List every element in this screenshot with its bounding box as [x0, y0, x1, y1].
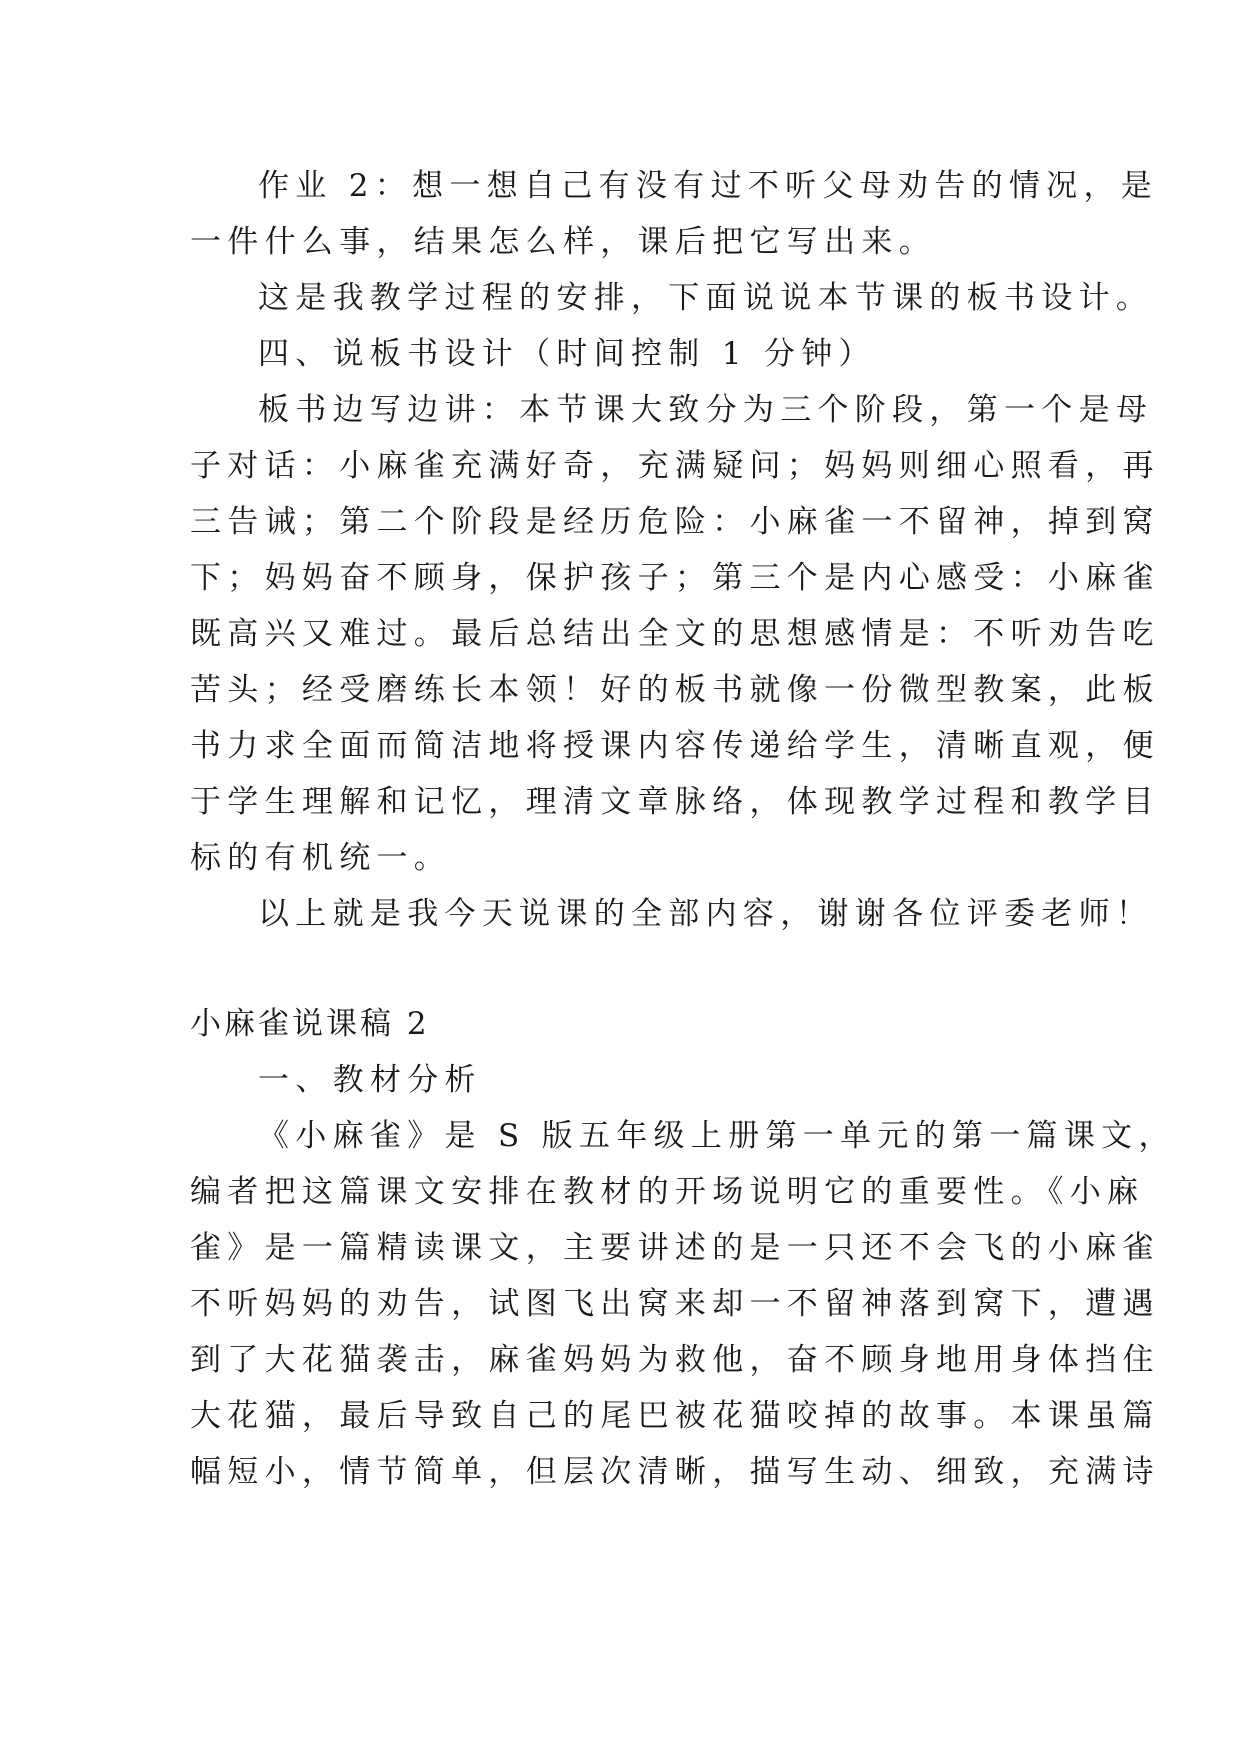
analysis-paragraph-line-7: 幅短小，情节简单，但层次清晰，描写生动、细致，充满诗 — [190, 1454, 1160, 1490]
transition-line: 这是我教学过程的安排，下面说说本节课的板书设计。 — [258, 280, 1154, 316]
blackboard-paragraph-line-2: 子对话：小麻雀充满好奇，充满疑问；妈妈则细心照看，再 — [190, 448, 1160, 484]
analysis-paragraph-line-2: 编者把这篇课文安排在教材的开场说明它的重要性。《小麻 — [190, 1174, 1145, 1210]
analysis-paragraph-line-5: 到了大花猫袭击，麻雀妈妈为救他，奋不顾身地用身体挡住 — [190, 1342, 1160, 1378]
blackboard-paragraph-line-4: 下；妈妈奋不顾身，保护孩子；第三个是内心感受：小麻雀 — [190, 560, 1160, 596]
closing-line: 以上就是我今天说课的全部内容，谢谢各位评委老师！ — [258, 896, 1154, 932]
analysis-paragraph-line-1: 《小麻雀》是 S 版五年级上册第一单元的第一篇课文， — [258, 1118, 1176, 1154]
analysis-paragraph-line-4: 不听妈妈的劝告，试图飞出窝来却一不留神落到窝下，遭遇 — [190, 1286, 1160, 1322]
analysis-paragraph-line-3: 雀》是一篇精读课文，主要讲述的是一只还不会飞的小麻雀 — [190, 1230, 1160, 1266]
analysis-paragraph-line-6: 大花猫，最后导致自己的尾巴被花猫咬掉的故事。本课虽篇 — [190, 1398, 1160, 1434]
blackboard-paragraph-line-3: 三告诫；第二个阶段是经历危险：小麻雀一不留神，掉到窝 — [190, 504, 1160, 540]
blackboard-paragraph-line-6: 苦头；经受磨练长本领！好的板书就像一份微型教案，此板 — [190, 672, 1160, 708]
section-heading-blackboard-design: 四、说板书设计（时间控制 1 分钟） — [258, 336, 876, 372]
blackboard-paragraph-line-1: 板书边写边讲：本节课大致分为三个阶段，第一个是母 — [258, 392, 1154, 428]
homework-2-line-2: 一件什么事，结果怎么样，课后把它写出来。 — [190, 224, 936, 260]
blackboard-paragraph-line-7: 书力求全面而简洁地将授课内容传递给学生，清晰直观，便 — [190, 728, 1160, 764]
blackboard-paragraph-line-9: 标的有机统一。 — [190, 840, 452, 876]
blackboard-paragraph-line-8: 于学生理解和记忆，理清文章脉络，体现教学过程和教学目 — [190, 784, 1160, 820]
homework-2-line-1: 作业 2：想一想自己有没有过不听父母劝告的情况，是 — [258, 168, 1159, 204]
blackboard-paragraph-line-5: 既高兴又难过。最后总结出全文的思想感情是：不听劝告吃 — [190, 616, 1160, 652]
section-2-title: 小麻雀说课稿 2 — [190, 1006, 430, 1042]
section-heading-textbook-analysis: 一、教材分析 — [258, 1062, 482, 1098]
